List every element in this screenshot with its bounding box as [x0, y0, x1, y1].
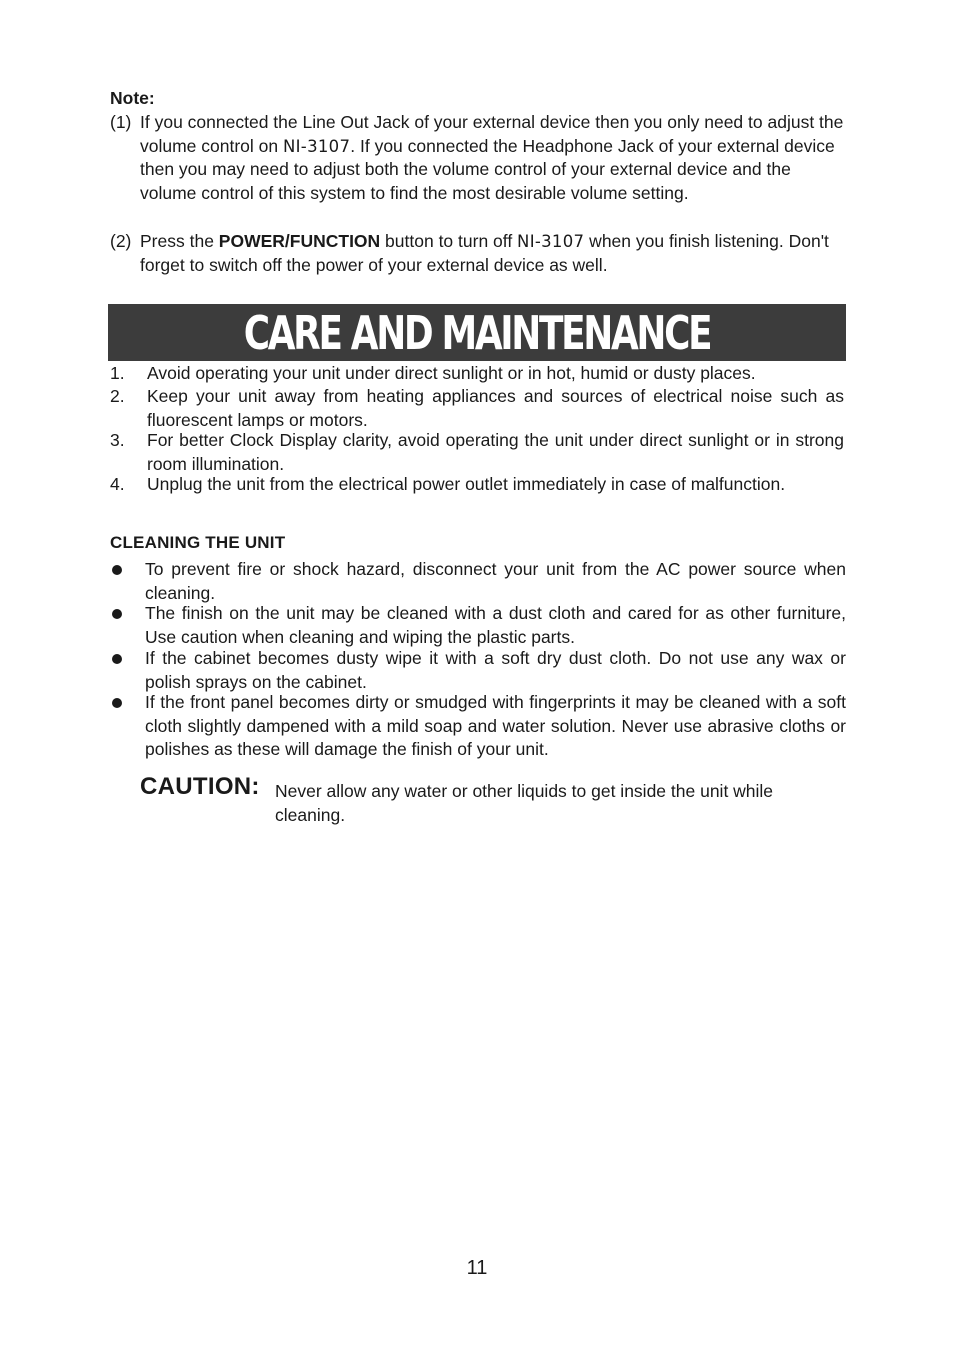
note-heading: Note:: [110, 88, 155, 108]
care-maintenance-banner: [108, 304, 846, 361]
care-item-number: 1.: [110, 363, 125, 383]
note-item-text: Press the POWER/FUNCTION button to turn off NI-3107 when you finish listening. Don't forget to switch off the power of your external device as well.: [140, 231, 829, 275]
power-function-label: POWER/FUNCTION: [218, 231, 381, 251]
care-item-2: [110, 385, 878, 432]
bullet-icon: [112, 698, 122, 708]
care-item-text: Keep your unit away from heating appliances and sources of electrical noise such as fluorescent lamps or motors.: [147, 386, 844, 430]
care-item-number: 2.: [110, 386, 125, 406]
bullet-icon: [112, 654, 122, 664]
care-item-text: Avoid operating your unit under direct sunlight or in hot, humid or dusty places.: [147, 363, 756, 383]
bullet-icon: [112, 565, 122, 575]
page-number: 11: [466, 1257, 488, 1279]
model-number: NI-3107: [517, 232, 585, 251]
caution-label: CAUTION:: [140, 773, 260, 800]
care-item-3: [110, 429, 878, 476]
note-item-text: If you connected the Line Out Jack of your external device then you only need to adjust the volume control on NI-3107. If you connected the Headphone Jack of your external device then you may need to adjust both the volume control of your external device and the volume control of this system to find the most desirable volume setting.: [140, 112, 844, 203]
care-item-text: For better Clock Display clarity, avoid operating the unit under direct sunlight or in strong room illumination.: [147, 430, 844, 474]
cleaning-heading: CLEANING THE UNIT: [110, 533, 286, 552]
cleaning-item-2: [110, 602, 846, 649]
cleaning-item-text: The finish on the unit may be cleaned with a dust cloth and cared for as other furniture, Use caution when cleaning and wiping the plastic parts.: [145, 603, 846, 647]
caution-text: Never allow any water or other liquids to get inside the unit while cleaning.: [275, 781, 774, 825]
cleaning-item-3: [110, 647, 846, 694]
care-item-1: [110, 362, 878, 386]
note-item-number: (2): [110, 231, 132, 251]
cleaning-item-text: If the cabinet becomes dusty wipe it with a soft dry dust cloth. Do not use any wax or polish sprays on the cabinet.: [145, 648, 846, 692]
care-item-number: 3.: [110, 430, 125, 450]
bullet-icon: [112, 609, 122, 619]
note-item-1: [110, 111, 850, 205]
cleaning-item-text: To prevent fire or shock hazard, disconnect your unit from the AC power source when cleaning.: [145, 559, 846, 603]
cleaning-item-4: [110, 691, 846, 762]
care-item-4: [110, 473, 878, 497]
note-item-2: [110, 230, 850, 277]
section-title: CARE AND MAINTENANCE: [243, 306, 711, 360]
care-item-text: Unplug the unit from the electrical power outlet immediately in case of malfunction.: [147, 474, 786, 494]
note-item-number: (1): [110, 112, 132, 132]
cleaning-item-1: [110, 558, 846, 605]
model-number: NI-3107: [283, 136, 351, 156]
care-item-number: 4.: [110, 474, 125, 494]
cleaning-item-text: If the front panel becomes dirty or smudged with fingerprints it may be cleaned with a soft cloth slightly dampened with a mild soap and water solution. Never use abrasive cloths or polishes as these will damage the finish of your unit.: [145, 692, 846, 759]
